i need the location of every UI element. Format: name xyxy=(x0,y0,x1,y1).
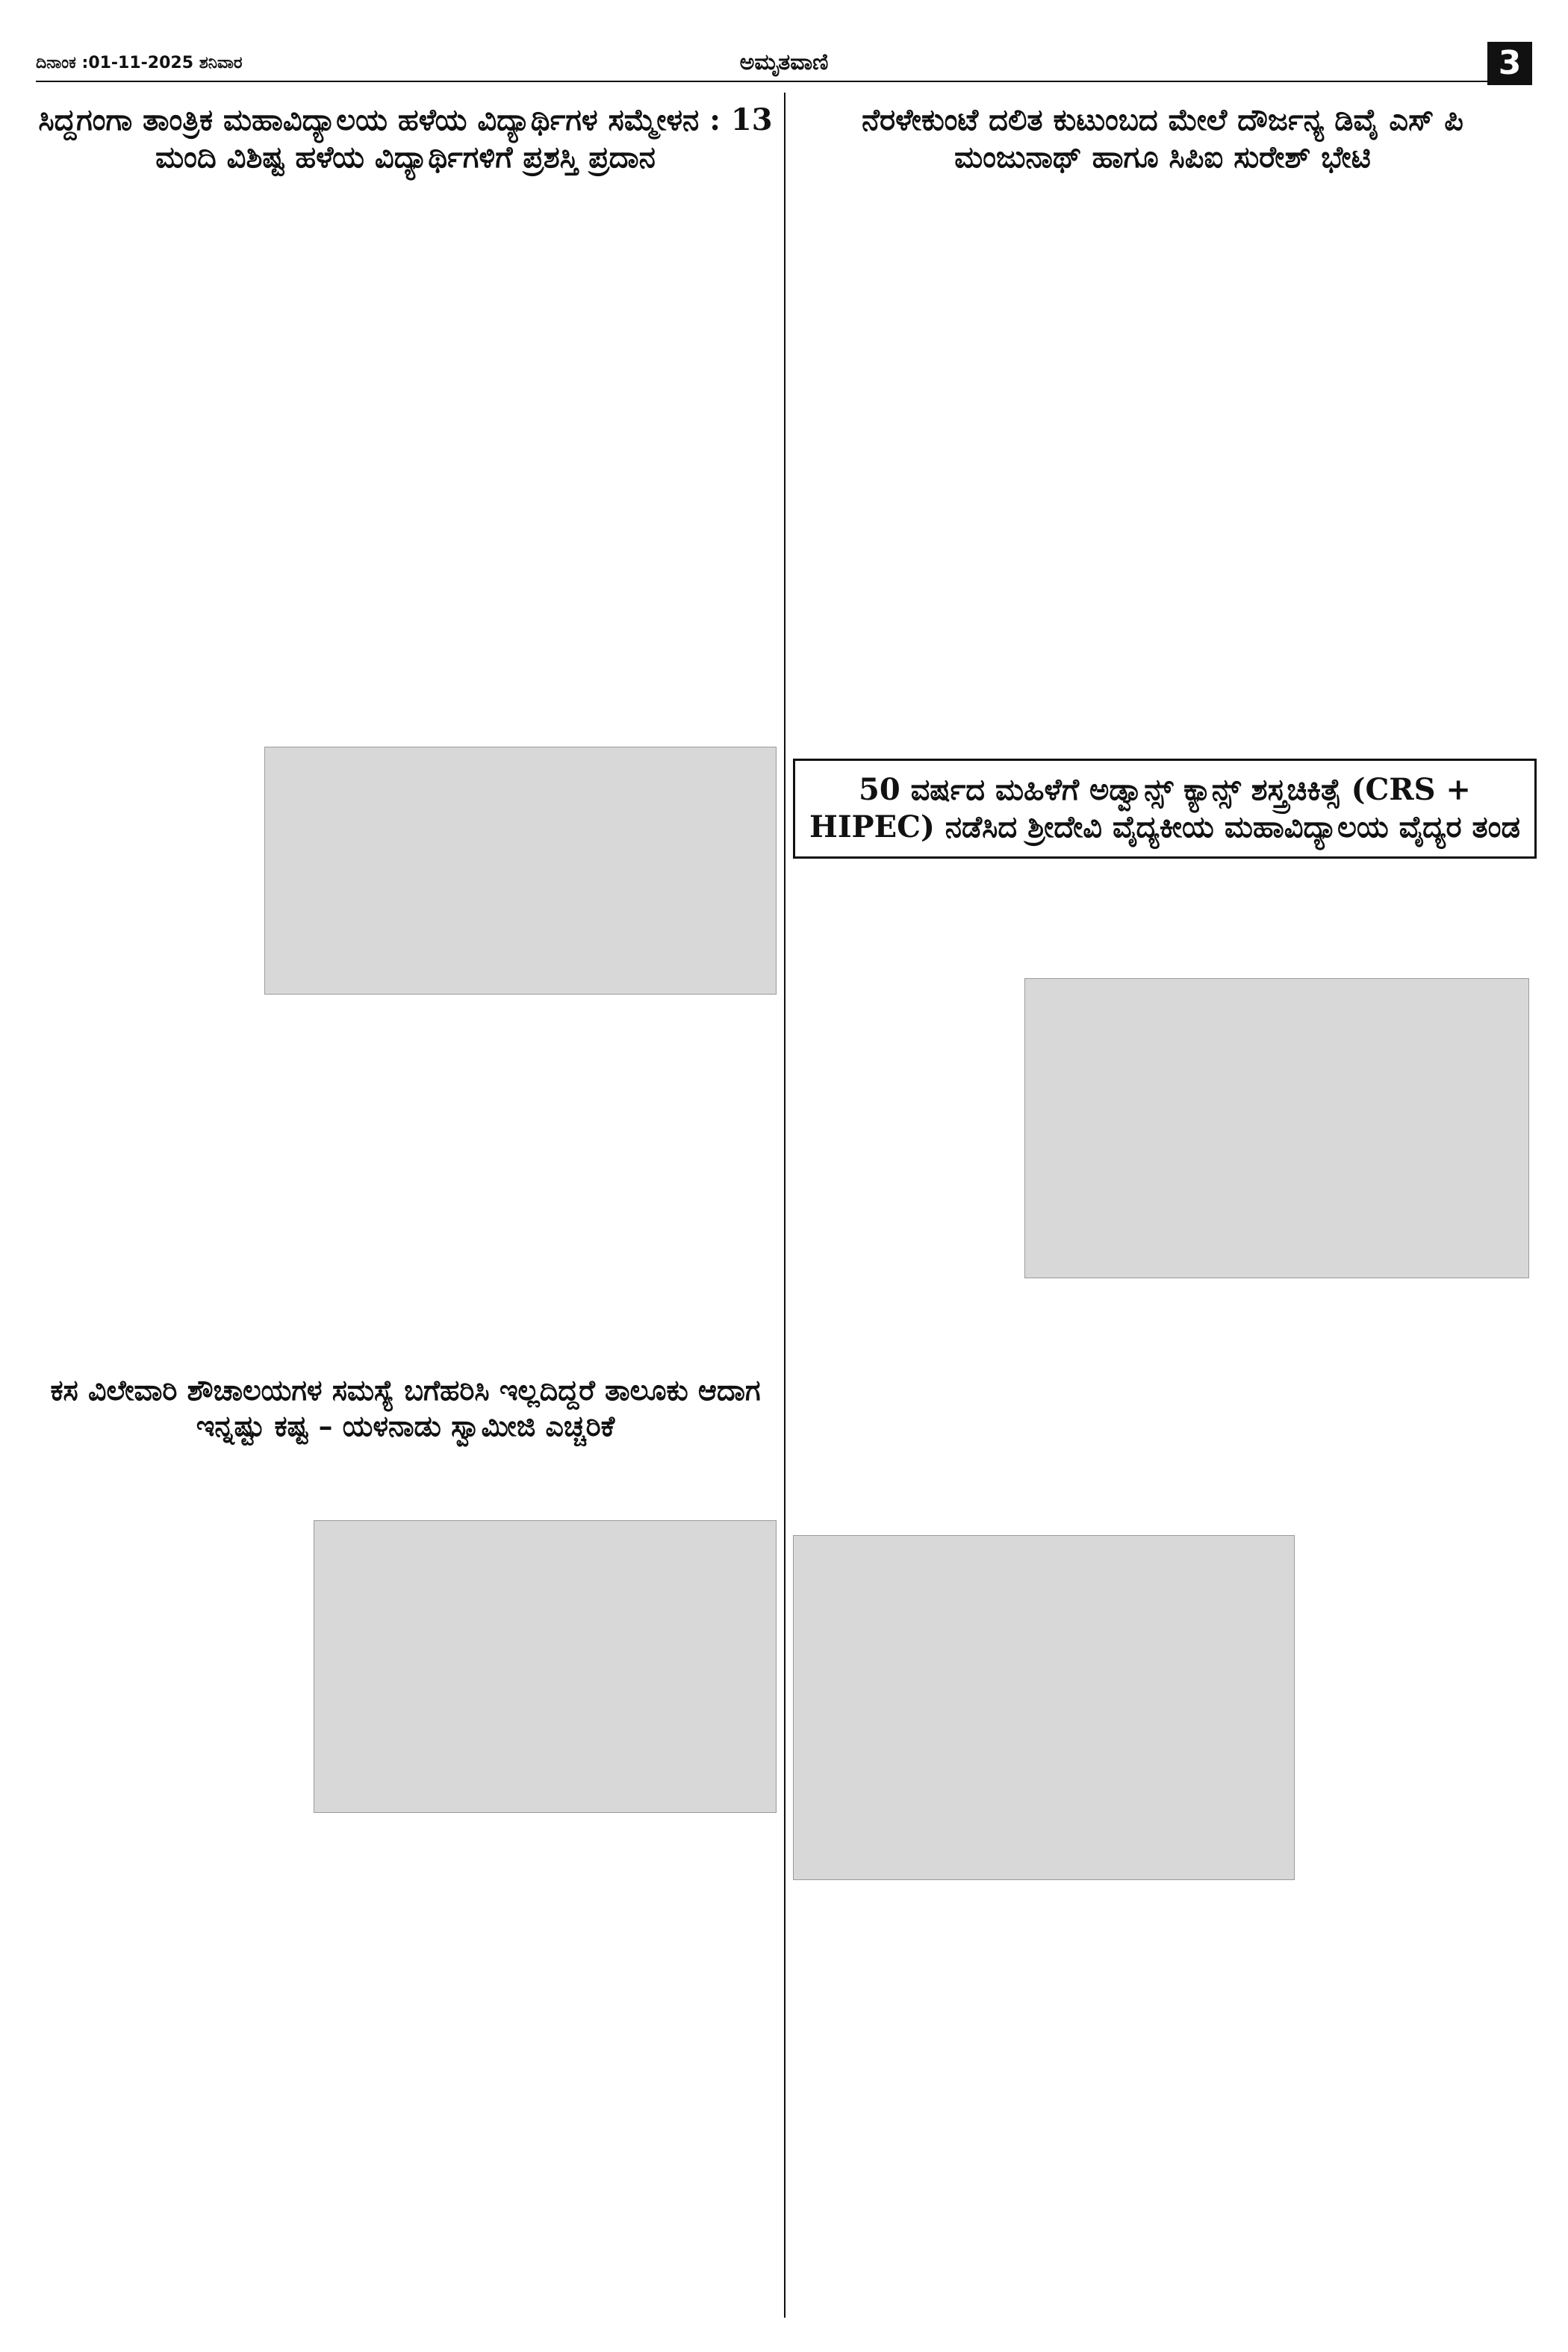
page-number: 3 xyxy=(1487,42,1532,85)
paper-name: ಅಮೃತವಾಣಿ xyxy=(739,49,829,75)
issue-date: ದಿನಾಂಕ :01-11-2025 ಶನಿವಾರ xyxy=(36,54,243,72)
headline-atrocity-visit: ನೆರಳೇಕುಂಟೆ ದಲಿತ ಕುಟುಂಬದ ಮೇಲೆ ದೌರ್ಜನ್ಯ ಡಿವೈ ಎಸ್ ಪಿ ಮಂಜುನಾಥ್ ಹಾಗೂ ಸಿಪಿಐ ಸುರೇಶ್ ಭೇಟಿ xyxy=(862,102,1463,175)
photo-event-placeholder xyxy=(264,747,777,995)
headline-cancer-surgery: 50 ವರ್ಷದ ಮಹಿಳೆಗೆ ಅಡ್ವಾನ್ಸ್ ಕ್ಯಾನ್ಸ್ ಶಸ್ತ್ರಚಿಕಿತ್ಸೆ (CRS + HIPEC) ನಡೆಸಿದ ಶ್ರೀದೇವಿ ವೈದ್ಯಕೀಯ ಮಹಾವಿದ್ಯಾಲಯ ವೈದ್ಯರ ತಂಡ xyxy=(793,759,1537,859)
headline-sanitation-warning: ಕಸ ವಿಲೇವಾರಿ ಶೌಚಾಲಯಗಳ ಸಮಸ್ಯೆ ಬಗೆಹರಿಸಿ ಇಲ್ಲದಿದ್ದರೆ ತಾಲೂಕು ಆದಾಗ ಇನ್ನಷ್ಟು ಕಷ್ಟ – ಯಳನಾಡು ಸ್ವಾಮೀಜಿ ಎಚ್ಚರಿಕೆ xyxy=(50,1373,761,1443)
column-divider xyxy=(784,93,785,2318)
photo-surgery-placeholder xyxy=(1024,978,1529,1278)
masthead xyxy=(36,44,1532,82)
photo-meeting-placeholder xyxy=(314,1520,777,1813)
headline-alumni-meet: ಸಿದ್ದಗಂಗಾ ತಾಂತ್ರಿಕ ಮಹಾವಿದ್ಯಾಲಯ ಹಳೆಯ ವಿದ್ಯಾರ್ಥಿಗಳ ಸಮ್ಮೇಳನ : 13 ಮಂದಿ ವಿಶಿಷ್ಟ ಹಳೆಯ ವಿದ್ಯಾರ್ಥಿಗಳಿಗೆ ಪ್ರಶಸ್ತಿ ಪ್ರದಾನ xyxy=(38,102,773,175)
photo-specimen-placeholder xyxy=(793,1535,1295,1880)
